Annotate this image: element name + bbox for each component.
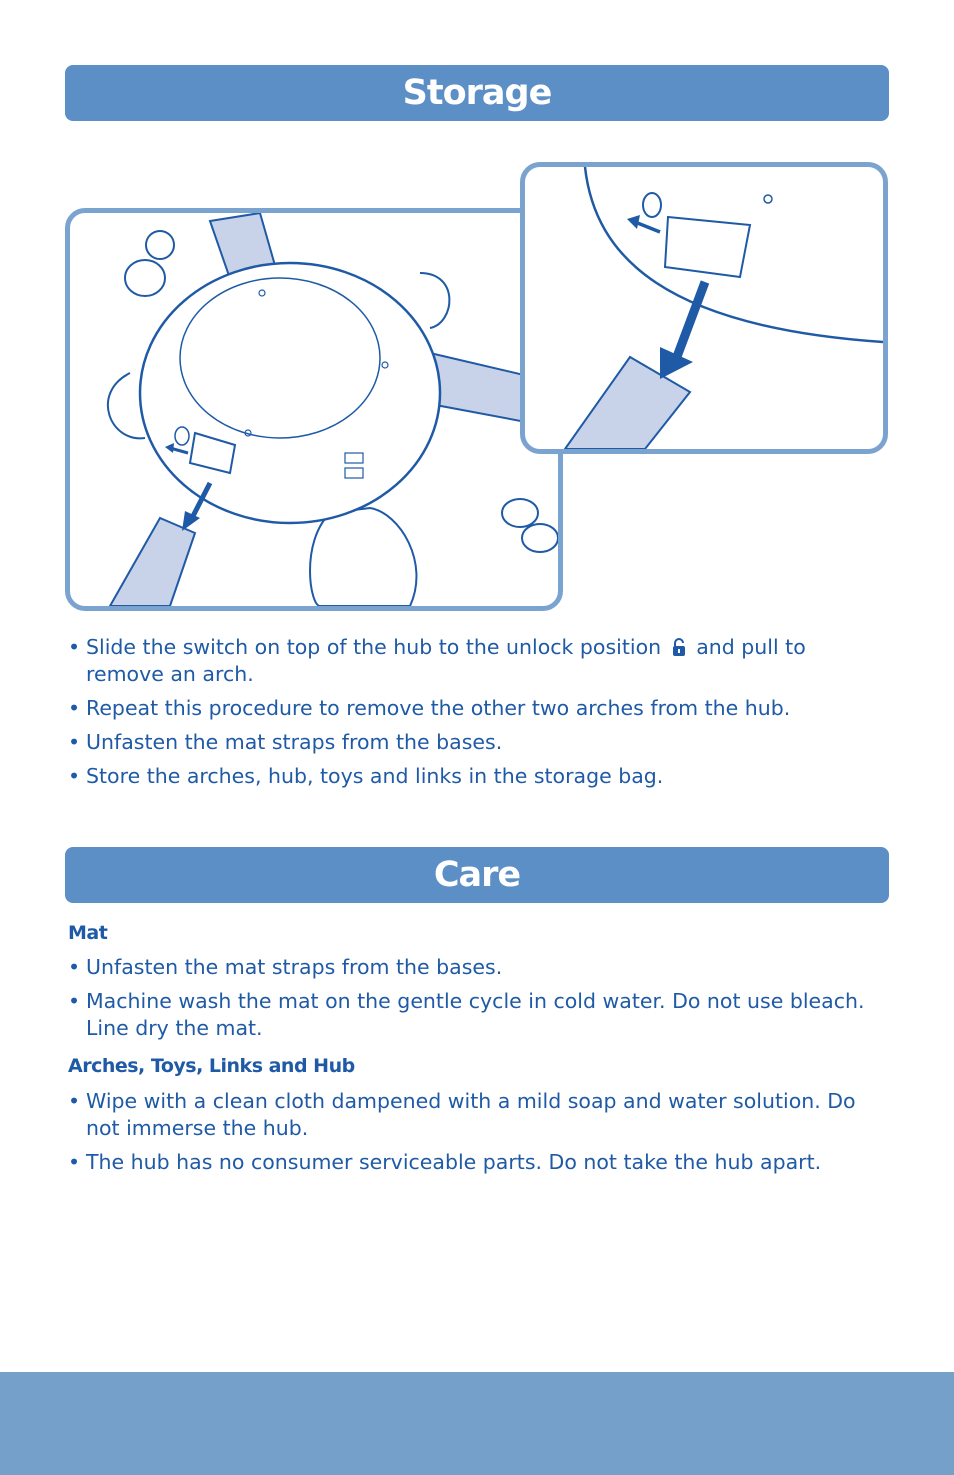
list-item [68, 1088, 868, 1142]
unlock-icon [672, 638, 686, 657]
list-item [68, 729, 868, 756]
list-item [68, 634, 868, 688]
storage-heading-text: Storage [402, 73, 552, 113]
hub-detail-illustration [520, 162, 888, 454]
care-heading-text: Care [433, 855, 521, 895]
arches-step-1-text: Wipe with a clean cloth dampened with a mild soap and water solution. Do not immerse the hub. [86, 1089, 856, 1140]
care-heading [65, 847, 889, 903]
storage-step-1-continued: and pull to remove an arch. [86, 635, 806, 686]
mat-step-2-text: Machine wash the mat on the gentle cycle in cold water. Do not use bleach. Line dry the mat. [86, 989, 865, 1040]
arches-step-2-text: The hub has no consumer serviceable parts. Do not take the hub apart. [86, 1150, 822, 1174]
mat-instructions [68, 954, 868, 1049]
storage-step-1-text: Slide the switch on top of the hub to the unlock position [86, 635, 662, 659]
hub-detail-drawing [525, 167, 883, 449]
list-item [68, 954, 868, 981]
hub-illustration [65, 208, 563, 611]
storage-step-2-text: Repeat this procedure to remove the other two arches from the hub. [86, 696, 791, 720]
mat-step-1-text: Unfasten the mat straps from the bases. [86, 955, 503, 979]
hub-drawing [70, 213, 558, 606]
list-item [68, 695, 868, 722]
list-item [68, 763, 868, 790]
arches-instructions [68, 1088, 868, 1183]
footer-band [0, 1372, 954, 1475]
arches-subheading: Arches, Toys, Links and Hub [68, 1055, 355, 1077]
mat-subheading: Mat [68, 922, 108, 944]
list-item [68, 1149, 868, 1176]
storage-step-3-text: Unfasten the mat straps from the bases. [86, 730, 503, 754]
storage-heading [65, 65, 889, 121]
storage-instructions [68, 634, 868, 797]
list-item [68, 988, 868, 1042]
storage-step-4-text: Store the arches, hub, toys and links in the storage bag. [86, 764, 664, 788]
